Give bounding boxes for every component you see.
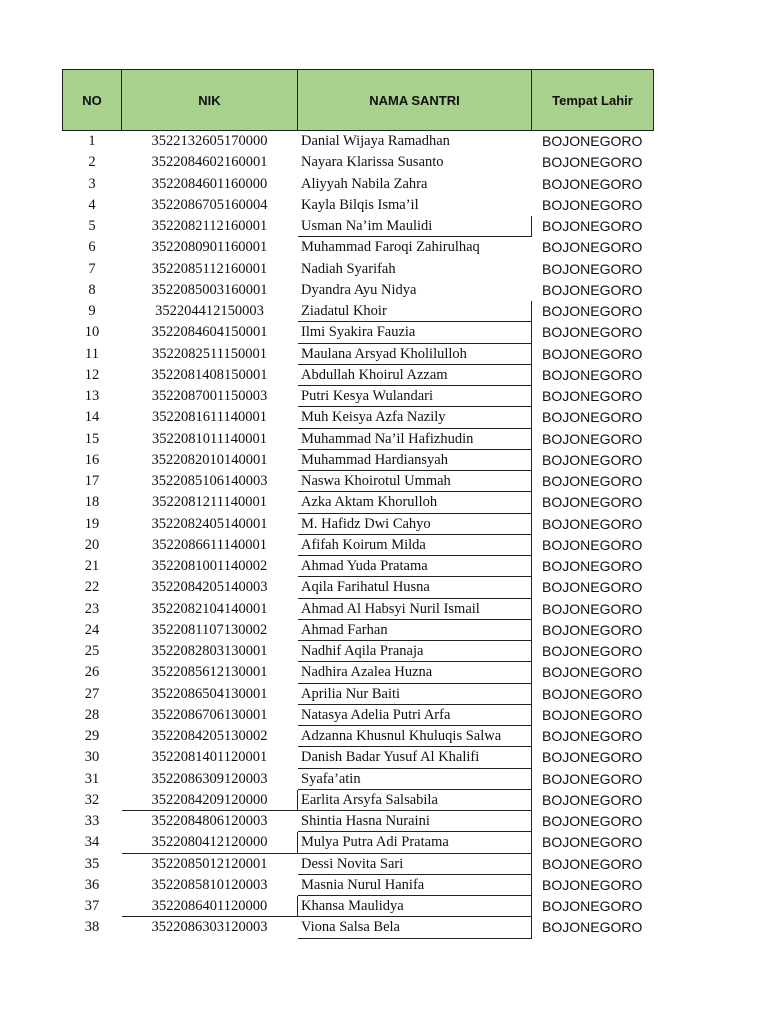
student-name-cell: M. Hafidz Dwi Cahyo (298, 513, 532, 534)
birthplace-cell: BOJONEGORO (542, 621, 643, 638)
row-number-cell: 8 (88, 281, 96, 298)
birthplace-cell: BOJONEGORO (542, 409, 643, 426)
table-row (63, 598, 654, 619)
birthplace-cell: BOJONEGORO (542, 303, 643, 320)
student-name-cell: Putri Kesya Wulandari (298, 386, 532, 407)
student-name-cell: Syafa’atin (298, 768, 532, 789)
table-row (63, 492, 654, 513)
row-number-cell: 2 (88, 154, 96, 171)
student-name-cell: Masnia Nurul Hanifa (298, 874, 532, 895)
nik-cell: 3522086401120000 (122, 896, 298, 917)
table-row (63, 386, 654, 407)
table-row (63, 152, 654, 173)
birthplace-cell: BOJONEGORO (542, 324, 643, 341)
birthplace-cell: BOJONEGORO (542, 430, 643, 447)
table-row (63, 343, 654, 364)
student-name-cell: Viona Salsa Bela (298, 917, 532, 938)
table-row (63, 364, 654, 385)
table-row (63, 619, 654, 640)
row-number-cell: 16 (84, 451, 100, 468)
nik-cell: 3522085012120001 (151, 855, 268, 872)
table-row (63, 789, 654, 810)
nik-cell: 3522132605170000 (151, 133, 268, 150)
student-name-cell: Ilmi Syakira Fauzia (298, 322, 532, 343)
nik-cell: 3522082803130001 (151, 643, 268, 660)
nik-cell: 3522081001140002 (151, 558, 268, 575)
birthplace-cell: BOJONEGORO (542, 664, 643, 681)
birthplace-cell: BOJONEGORO (542, 558, 643, 575)
table-header-row (63, 70, 654, 131)
birthplace-cell: BOJONEGORO (542, 515, 643, 532)
row-number-cell: 14 (84, 409, 100, 426)
student-name-cell: Muhammad Na’il Hafizhudin (298, 428, 532, 449)
table-row (63, 747, 654, 768)
birthplace-cell: BOJONEGORO (542, 473, 643, 490)
student-name-cell: Natasya Adelia Putri Arfa (298, 704, 532, 725)
row-number-cell: 10 (84, 324, 100, 341)
student-name-cell: Muh Keisya Azfa Nazily (298, 407, 532, 428)
student-name-cell: Aprilia Nur Baiti (298, 683, 532, 704)
birthplace-cell: BOJONEGORO (542, 791, 643, 808)
table-row (63, 471, 654, 492)
student-name-cell: Ahmad Farhan (298, 619, 532, 640)
nik-cell: 3522084601160000 (151, 175, 268, 192)
student-name-cell: Maulana Arsyad Kholilulloh (298, 343, 532, 364)
row-number-cell: 12 (84, 366, 100, 383)
column-header-nik: NIK (122, 70, 298, 131)
nik-cell: 3522084205130002 (151, 728, 268, 745)
nik-cell: 3522081408150001 (151, 366, 268, 383)
row-number-cell: 18 (84, 494, 100, 511)
row-number-cell: 17 (84, 473, 100, 490)
student-name-cell: Ziadatul Khoir (298, 301, 532, 322)
row-number-cell: 30 (84, 749, 100, 766)
nik-cell: 3522084806120003 (151, 813, 268, 830)
nik-cell: 3522081611140001 (152, 409, 267, 426)
row-number-cell: 34 (84, 834, 100, 851)
student-name-cell: Azka Aktam Khorulloh (298, 492, 532, 513)
table-row (63, 428, 654, 449)
table-row (63, 896, 654, 917)
nik-cell: 3522082104140001 (151, 600, 268, 617)
row-number-cell: 35 (84, 855, 100, 872)
table-row (63, 534, 654, 555)
row-number-cell: 20 (84, 536, 100, 553)
student-name-cell: Muhammad Faroqi Zahirulhaq (301, 239, 480, 256)
student-name-cell: Abdullah Khoirul Azzam (298, 364, 532, 385)
birthplace-cell: BOJONEGORO (542, 196, 643, 213)
student-name-cell: Danial Wijaya Ramadhan (301, 133, 450, 150)
nik-cell: 3522086309120003 (151, 770, 268, 787)
nik-cell: 3522086504130001 (151, 685, 268, 702)
table-row (63, 322, 654, 343)
nik-cell: 3522081211140001 (152, 494, 267, 511)
birthplace-cell: BOJONEGORO (542, 218, 643, 235)
row-number-cell: 24 (84, 621, 100, 638)
birthplace-cell: BOJONEGORO (542, 345, 643, 362)
nik-cell: 3522082511150001 (152, 345, 267, 362)
row-number-cell: 21 (84, 558, 100, 575)
birthplace-cell: BOJONEGORO (542, 451, 643, 468)
row-number-cell: 11 (85, 345, 99, 362)
nik-cell: 3522081401120001 (151, 749, 268, 766)
nik-cell: 352204412150003 (155, 303, 264, 320)
student-name-cell: Khansa Maulidya (298, 896, 532, 917)
student-name-cell: Nayara Klarissa Susanto (301, 154, 444, 171)
student-table-container (62, 69, 654, 939)
birthplace-cell: BOJONEGORO (542, 728, 643, 745)
table-row (63, 513, 654, 534)
table-row (63, 556, 654, 577)
row-number-cell: 37 (84, 898, 100, 915)
table-row (63, 811, 654, 832)
nik-cell: 3522080412120000 (122, 832, 298, 853)
row-number-cell: 28 (84, 706, 100, 723)
nik-cell: 3522085612130001 (151, 664, 268, 681)
birthplace-cell: BOJONEGORO (542, 388, 643, 405)
nik-cell: 3522084209120000 (122, 789, 298, 810)
birthplace-cell: BOJONEGORO (542, 579, 643, 596)
row-number-cell: 25 (84, 643, 100, 660)
birthplace-cell: BOJONEGORO (542, 600, 643, 617)
table-row (63, 662, 654, 683)
table-row (63, 216, 654, 237)
nik-cell: 3522081107130002 (151, 621, 268, 638)
nik-cell: 3522087001150003 (151, 388, 268, 405)
nik-cell: 3522084205140003 (151, 579, 268, 596)
nik-cell: 3522086303120003 (151, 919, 268, 936)
nik-cell: 3522085112160001 (151, 260, 268, 277)
student-name-cell: Dessi Novita Sari (298, 853, 532, 874)
row-number-cell: 5 (88, 218, 96, 235)
row-number-cell: 26 (84, 664, 100, 681)
student-name-cell: Ahmad Al Habsyi Nuril Ismail (298, 598, 532, 619)
row-number-cell: 1 (88, 133, 96, 150)
birthplace-cell: BOJONEGORO (542, 643, 643, 660)
nik-cell: 3522085106140003 (151, 473, 268, 490)
row-number-cell: 15 (84, 430, 100, 447)
nik-cell: 3522086706130001 (151, 706, 268, 723)
column-header-no: NO (63, 70, 122, 131)
table-row (63, 832, 654, 853)
row-number-cell: 23 (84, 600, 100, 617)
student-name-cell: Nadiah Syarifah (301, 260, 396, 277)
student-name-cell: Mulya Putra Adi Pratama (298, 832, 532, 853)
row-number-cell: 3 (88, 175, 96, 192)
table-row (63, 704, 654, 725)
nik-cell: 3522086705160004 (151, 196, 268, 213)
row-number-cell: 9 (88, 303, 96, 320)
nik-cell: 3522080901160001 (151, 239, 268, 256)
table-row (63, 449, 654, 470)
nik-cell: 3522085810120003 (151, 876, 268, 893)
table-row (63, 301, 654, 322)
student-name-cell: Danish Badar Yusuf Al Khalifi (298, 747, 532, 768)
student-name-cell: Ahmad Yuda Pratama (298, 556, 532, 577)
nik-cell: 3522081011140001 (152, 430, 267, 447)
table-row (63, 768, 654, 789)
birthplace-cell: BOJONEGORO (542, 494, 643, 511)
birthplace-cell: BOJONEGORO (542, 813, 643, 830)
row-number-cell: 36 (84, 876, 100, 893)
row-number-cell: 13 (84, 388, 100, 405)
nik-cell: 3522085003160001 (151, 281, 268, 298)
table-row (63, 173, 654, 194)
nik-cell: 3522082010140001 (151, 451, 268, 468)
birthplace-cell: BOJONEGORO (542, 281, 643, 298)
nik-cell: 3522084604150001 (151, 324, 268, 341)
row-number-cell: 19 (84, 515, 100, 532)
table-row (63, 279, 654, 300)
table-body (63, 131, 654, 939)
birthplace-cell: BOJONEGORO (542, 239, 643, 256)
birthplace-cell: BOJONEGORO (542, 154, 643, 171)
row-number-cell: 4 (88, 196, 96, 213)
student-name-cell: Muhammad Hardiansyah (298, 449, 532, 470)
student-name-cell: Nadhif Aqila Pranaja (298, 641, 532, 662)
student-name-cell: Earlita Arsyfa Salsabila (298, 789, 532, 810)
student-name-cell: Afifah Koirum Milda (298, 534, 532, 555)
birthplace-cell: BOJONEGORO (542, 770, 643, 787)
birthplace-cell: BOJONEGORO (542, 898, 643, 915)
student-name-cell: Aqila Farihatul Husna (298, 577, 532, 598)
student-name-cell: Usman Na’im Maulidi (298, 216, 532, 237)
birthplace-cell: BOJONEGORO (542, 260, 643, 277)
column-header-name: NAMA SANTRI (298, 70, 532, 131)
table-row (63, 726, 654, 747)
row-number-cell: 31 (84, 770, 100, 787)
nik-cell: 3522082112160001 (151, 218, 268, 235)
birthplace-cell: BOJONEGORO (542, 685, 643, 702)
table-row (63, 258, 654, 279)
nik-cell: 3522084602160001 (151, 154, 268, 171)
row-number-cell: 27 (84, 685, 100, 702)
table-row (63, 577, 654, 598)
table-row (63, 683, 654, 704)
row-number-cell: 32 (84, 791, 100, 808)
nik-cell: 3522082405140001 (151, 515, 268, 532)
student-name-cell: Adzanna Khusnul Khuluqis Salwa (298, 726, 532, 747)
birthplace-cell: BOJONEGORO (542, 855, 643, 872)
birthplace-cell: BOJONEGORO (542, 366, 643, 383)
row-number-cell: 6 (88, 239, 96, 256)
table-row (63, 407, 654, 428)
birthplace-cell: BOJONEGORO (542, 536, 643, 553)
birthplace-cell: BOJONEGORO (542, 876, 643, 893)
row-number-cell: 7 (88, 260, 96, 277)
table-row (63, 237, 654, 258)
row-number-cell: 22 (84, 579, 100, 596)
student-name-cell: Aliyyah Nabila Zahra (301, 175, 428, 192)
birthplace-cell: BOJONEGORO (542, 919, 643, 936)
table-row (63, 131, 654, 152)
birthplace-cell: BOJONEGORO (542, 749, 643, 766)
column-header-place: Tempat Lahir (532, 70, 654, 131)
student-name-cell: Kayla Bilqis Isma’il (301, 196, 419, 213)
birthplace-cell: BOJONEGORO (542, 706, 643, 723)
table-row (63, 853, 654, 874)
row-number-cell: 29 (84, 728, 100, 745)
nik-cell: 3522086611140001 (152, 536, 267, 553)
table-row (63, 194, 654, 215)
table-row (63, 917, 654, 938)
student-name-cell: Naswa Khoirotul Ummah (298, 471, 532, 492)
student-table (62, 69, 654, 939)
birthplace-cell: BOJONEGORO (542, 175, 643, 192)
student-name-cell: Shintia Hasna Nuraini (298, 811, 532, 832)
student-name-cell: Dyandra Ayu Nidya (301, 281, 417, 298)
birthplace-cell: BOJONEGORO (542, 133, 643, 150)
row-number-cell: 38 (84, 919, 100, 936)
table-row (63, 874, 654, 895)
table-row (63, 641, 654, 662)
student-name-cell: Nadhira Azalea Huzna (298, 662, 532, 683)
row-number-cell: 33 (84, 813, 100, 830)
birthplace-cell: BOJONEGORO (542, 834, 643, 851)
